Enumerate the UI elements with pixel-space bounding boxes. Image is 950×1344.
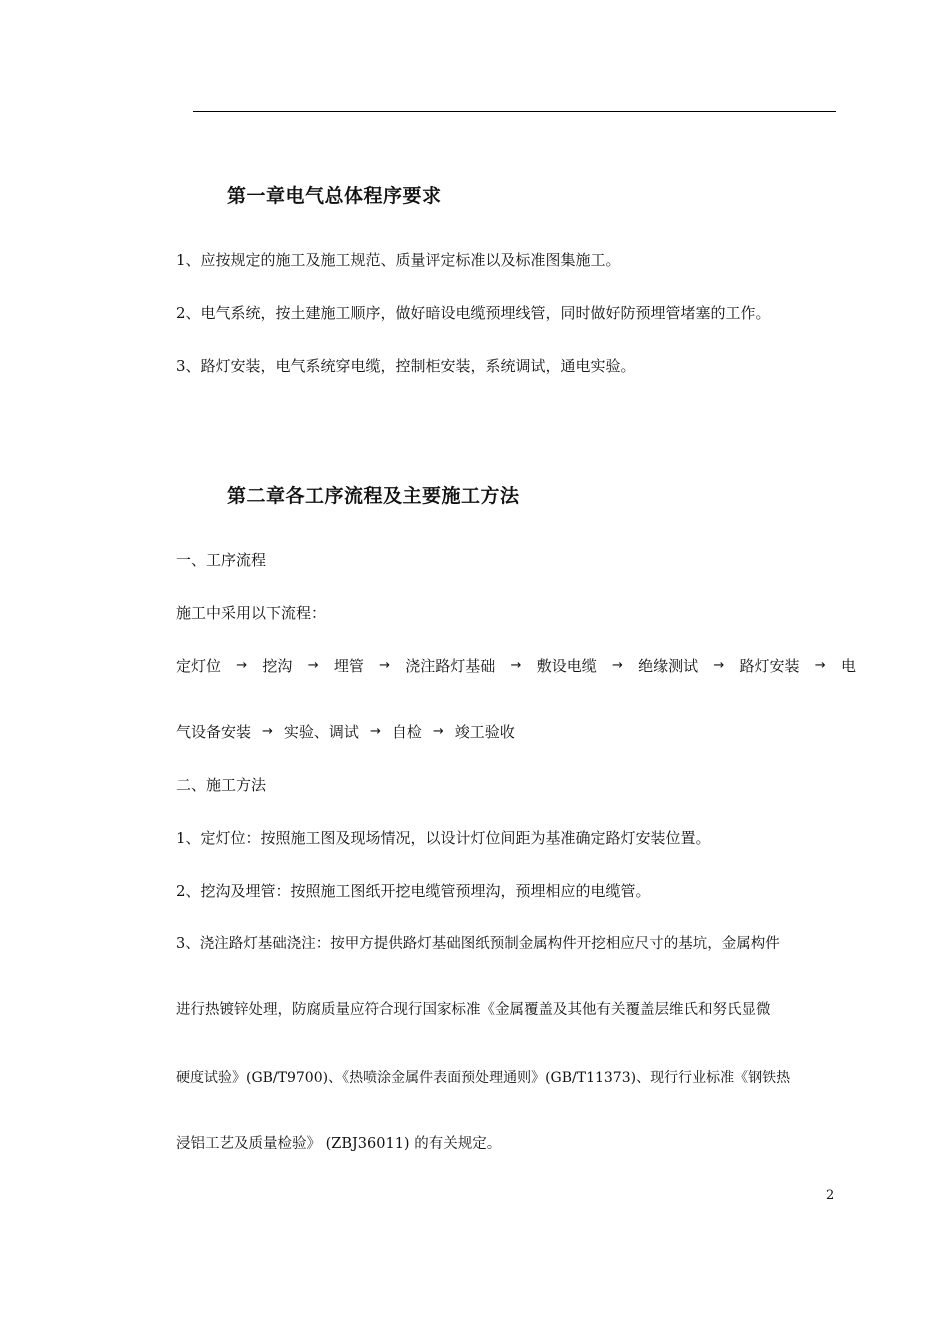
flow-intro: 施工中采用以下流程： bbox=[176, 604, 327, 622]
method-2: 2、挖沟及埋管：按照施工图纸开挖电缆管预埋沟，预埋相应的电缆管。 bbox=[176, 882, 651, 900]
chapter1-item-2: 2、电气系统，按土建施工顺序，做好暗设电缆预埋线管，同时做好防预埋管堵塞的工作。 bbox=[176, 304, 771, 322]
method-1: 1、定灯位：按照施工图及现场情况，以设计灯位间距为基准确定路灯安装位置。 bbox=[176, 829, 711, 847]
flow-step: 定灯位 bbox=[176, 657, 222, 675]
arrow-icon: → bbox=[369, 724, 381, 739]
arrow-icon: → bbox=[432, 724, 444, 739]
page-number: 2 bbox=[826, 1188, 835, 1203]
flow-line-1 bbox=[176, 656, 856, 676]
flow-step: 竣工验收 bbox=[454, 723, 515, 741]
flow-step: 电 bbox=[840, 657, 856, 675]
flow-step: 绝缘测试 bbox=[638, 657, 699, 675]
arrow-icon: → bbox=[814, 658, 826, 673]
flow-step: 浇注路灯基础 bbox=[405, 657, 496, 675]
method-3-line-2: 进行热镀锌处理，防腐质量应符合现行国家标准《金属覆盖及其他有关覆盖层维氏和努氏显微 bbox=[176, 1002, 771, 1018]
arrow-icon: → bbox=[611, 658, 623, 673]
method-3-line-1: 3、浇注路灯基础浇注：按甲方提供路灯基础图纸预制金属构件开挖相应尺寸的基坑，金属构件 bbox=[176, 936, 780, 952]
flow-step: 路灯安装 bbox=[739, 657, 800, 675]
method-3-line-3: 硬度试验》(GB/T9700)、《热喷涂金属件表面预处理通则》(GB/T11373)、现行行业标准《钢铁热 bbox=[176, 1070, 791, 1086]
section1-heading: 一、工序流程 bbox=[176, 551, 267, 569]
flow-step: 实验、调试 bbox=[283, 723, 359, 741]
chapter2-title: 第二章各工序流程及主要施工方法 bbox=[227, 485, 520, 507]
arrow-icon: → bbox=[510, 658, 522, 673]
flow-step: 埋管 bbox=[333, 657, 364, 675]
section2-heading: 二、施工方法 bbox=[176, 776, 267, 794]
chapter1-title: 第一章电气总体程序要求 bbox=[227, 185, 442, 207]
flow-step: 气设备安装 bbox=[176, 723, 252, 741]
arrow-icon: → bbox=[379, 658, 391, 673]
chapter1-item-1: 1、应按规定的施工及施工规范、质量评定标准以及标准图集施工。 bbox=[176, 251, 621, 269]
method-3-line-4: 浸铝工艺及质量检验》 (ZBJ36011) 的有关规定。 bbox=[176, 1136, 502, 1152]
flow-step: 挖沟 bbox=[262, 657, 293, 675]
chapter1-item-3: 3、路灯安装，电气系统穿电缆，控制柜安装，系统调试，通电实验。 bbox=[176, 357, 636, 375]
arrow-icon: → bbox=[236, 658, 248, 673]
flow-step: 自检 bbox=[391, 723, 422, 741]
flow-line-2 bbox=[176, 722, 856, 742]
flow-step: 敷设电缆 bbox=[536, 657, 597, 675]
header-rule bbox=[193, 111, 836, 112]
arrow-icon: → bbox=[262, 724, 273, 739]
arrow-icon: → bbox=[307, 658, 319, 673]
arrow-icon: → bbox=[713, 658, 725, 673]
